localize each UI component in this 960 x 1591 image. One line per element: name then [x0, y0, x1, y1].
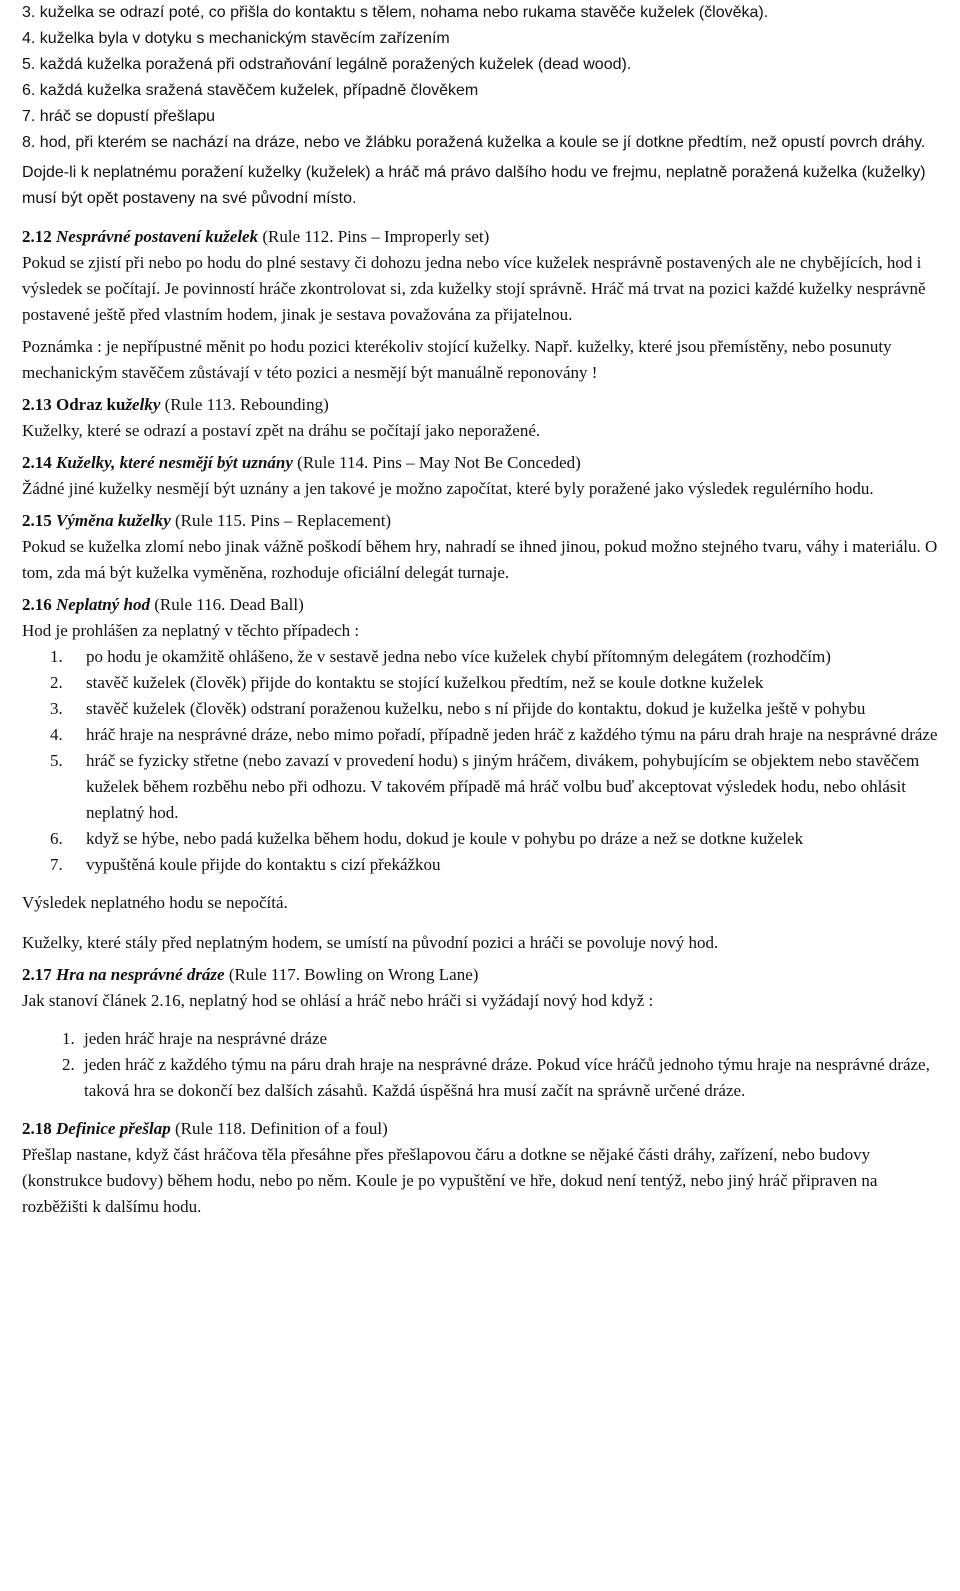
paragraph: Výsledek neplatného hodu se nepočítá. [22, 893, 288, 912]
paragraph: Dojde-li k neplatnému poražení kuželky (kuželek) a hráč má právo dalšího hodu ve frejmu, neplatně poražená kuželka (kuželky) musí být opět postaveny na své původní místo. [22, 164, 926, 207]
item-text: hráč hraje na nesprávné dráze, nebo mimo pořadí, případně jeden hráč z každého týmu na páru drah hraje na nesprávné dráze [86, 725, 938, 744]
section-title-italic: želky [125, 395, 161, 414]
paragraph: Pokud se kuželka zlomí nebo jinak vážně poškodí během hry, nahradí se ihned jinou, pokud možno stejného tvaru, váhy i materiálu. O tom, zda má být kuželka vyměněna, rozhoduje oficiální delegát turnaje. [22, 537, 938, 582]
list-item [22, 1052, 946, 1104]
list-item: 7. hráč se dopustí přešlapu [22, 108, 216, 125]
section-number: 2.14 [22, 453, 52, 472]
list-item [22, 670, 946, 696]
section-title: Definice přešlap [56, 1119, 171, 1138]
list-item: 3. kuželka se odrazí poté, co přišla do kontaktu s tělem, nohama nebo rukama stavěče kuželek (člověka). [22, 4, 769, 21]
list-item: 5. každá kuželka poražená při odstraňování legálně poražených kuželek (dead wood). [22, 56, 632, 73]
item-number: 7. [50, 855, 63, 874]
list-item [22, 696, 946, 722]
list-item [22, 826, 946, 852]
section-heading [22, 508, 946, 534]
rule-reference: (Rule 118. Definition of a foul) [174, 1119, 388, 1138]
section-number: 2.12 [22, 227, 52, 246]
item-number: 1. [62, 1029, 75, 1048]
section-2-12 [22, 224, 946, 386]
paragraph: Žádné jiné kuželky nesmějí být uznány a jen takové je možno započítat, které byly poražené jako výsledek regulérního hodu. [22, 479, 874, 498]
item-number: 2. [50, 673, 63, 692]
section-title: Kuželky, které nesmějí být uznány [56, 453, 293, 472]
section-2-15 [22, 508, 946, 586]
item-number: 4. [50, 725, 63, 744]
section-2-18 [22, 1116, 946, 1220]
numbered-list [22, 1026, 946, 1104]
section-title: Neplatný hod [56, 595, 150, 614]
section-heading [22, 450, 946, 476]
section-heading [22, 962, 946, 988]
top-list [22, 0, 946, 212]
section-heading [22, 1116, 946, 1142]
item-text: hráč se fyzicky střetne (nebo zavazí v provedení hodu) s jiným hráčem, divákem, pohybujícím se objektem nebo stavěčem kuželek během rozběhu nebo při odhozu. V takovém případě má hráč volbu buď akceptovat výsledek hodu, nebo ohlásit neplatný hod. [86, 751, 920, 822]
item-text: stavěč kuželek (člověk) přijde do kontaktu se stojící kuželkou předtím, než se koule dotkne kuželek [86, 673, 764, 692]
item-text: po hodu je okamžitě ohlášeno, že v sestavě jedna nebo více kuželek chybí přítomným delegátem (rozhodčím) [86, 647, 831, 666]
list-item [22, 722, 946, 748]
section-title: Odraz ku [56, 395, 126, 414]
item-text: vypuštěná koule přijde do kontaktu s cizí překážkou [86, 855, 441, 874]
numbered-list [22, 644, 946, 878]
item-text: stavěč kuželek (člověk) odstraní poraženou kuželku, nebo s ní přijde do kontaktu, dokud je kuželka ještě v pohybu [86, 699, 866, 718]
paragraph: Přešlap nastane, když část hráčova těla přesáhne přes přešlapovou čáru a dotkne se nějaké části dráhy, zařízení, nebo budovy (konstrukce budovy) během hodu, nebo po něm. Koule je po vypuštění ve hře, dokud není tentýž, nebo jiný hráč připraven na rozběžišti k dalšímu hodu. [22, 1145, 878, 1216]
section-title: Hra na nesprávné dráze [56, 965, 225, 984]
paragraph: Kuželky, které stály před neplatným hodem, se umístí na původní pozici a hráči se povoluje nový hod. [22, 933, 719, 952]
item-text: jeden hráč z každého týmu na páru drah hraje na nesprávné dráze. Pokud více hráčů jednoho týmu hraje na nesprávné dráze, taková hra se dokončí bez dalších zásahů. Každá úspěšná hra musí začít na správně určené dráze. [84, 1055, 930, 1100]
list-item: 4. kuželka byla v dotyku s mechanickým stavěcím zařízením [22, 30, 450, 47]
list-item [22, 1026, 946, 1052]
section-heading [22, 392, 946, 418]
section-heading [22, 224, 946, 250]
section-2-13 [22, 392, 946, 444]
rule-reference: (Rule 113. Rebounding) [164, 395, 329, 414]
item-text: když se hýbe, nebo padá kuželka během hodu, dokud je koule v pohybu po dráze a než se dotkne kuželek [86, 829, 804, 848]
list-item [22, 644, 946, 670]
section-number: 2.18 [22, 1119, 52, 1138]
paragraph: Jak stanoví článek 2.16, neplatný hod se ohlásí a hráč nebo hráči si vyžádají nový hod když : [22, 991, 654, 1010]
section-2-14 [22, 450, 946, 502]
item-number: 1. [50, 647, 63, 666]
item-number: 6. [50, 829, 63, 848]
section-heading [22, 592, 946, 618]
section-number: 2.15 [22, 511, 52, 530]
paragraph: Poznámka : je nepřípustné měnit po hodu pozici kterékoliv stojící kuželky. Např. kuželky, které jsou přemístěny, nebo posunuty mechanickým stavěčem zůstávají v této pozici a nesmějí být manuálně reponovány ! [22, 337, 892, 382]
section-2-17 [22, 962, 946, 1112]
item-number: 2. [62, 1055, 75, 1074]
rule-reference: (Rule 114. Pins – May Not Be Conceded) [297, 453, 581, 472]
rule-reference: (Rule 115. Pins – Replacement) [175, 511, 392, 530]
section-number: 2.17 [22, 965, 52, 984]
section-number: 2.13 [22, 395, 52, 414]
section-title: Výměna kuželky [56, 511, 171, 530]
rule-reference: (Rule 112. Pins – Improperly set) [262, 227, 490, 246]
section-number: 2.16 [22, 595, 52, 614]
rule-reference: (Rule 116. Dead Ball) [154, 595, 304, 614]
paragraph: Kuželky, které se odrazí a postaví zpět na dráhu se počítají jako neporažené. [22, 421, 541, 440]
list-item: 6. každá kuželka sražená stavěčem kuželek, případně člověkem [22, 82, 479, 99]
section-title: Nesprávné postavení kuželek [56, 227, 259, 246]
list-item [22, 852, 946, 878]
item-number: 3. [50, 699, 63, 718]
list-item [22, 748, 946, 826]
paragraph: Pokud se zjistí při nebo po hodu do plné sestavy či dohozu jedna nebo více kuželek nesprávně postavených ale ne chybějících, hod i výsledek se počítají. Je povinností hráče zkontrolovat si, zda kuželky stojí správně. Hráč má trvat na pozici každé kuželky nesprávně postavené ještě před vlastním hodem, jinak je sestava považována za přijatelnou. [22, 253, 926, 324]
rule-reference: (Rule 117. Bowling on Wrong Lane) [228, 965, 479, 984]
list-item: 8. hod, při kterém se nachází na dráze, nebo ve žlábku poražená kuželka a koule se jí dotkne předtím, než opustí povrch dráhy. [22, 134, 926, 151]
section-2-16 [22, 592, 946, 956]
item-number: 5. [50, 751, 63, 770]
item-text: jeden hráč hraje na nesprávné dráze [84, 1029, 328, 1048]
paragraph: Hod je prohlášen za neplatný v těchto případech : [22, 621, 360, 640]
